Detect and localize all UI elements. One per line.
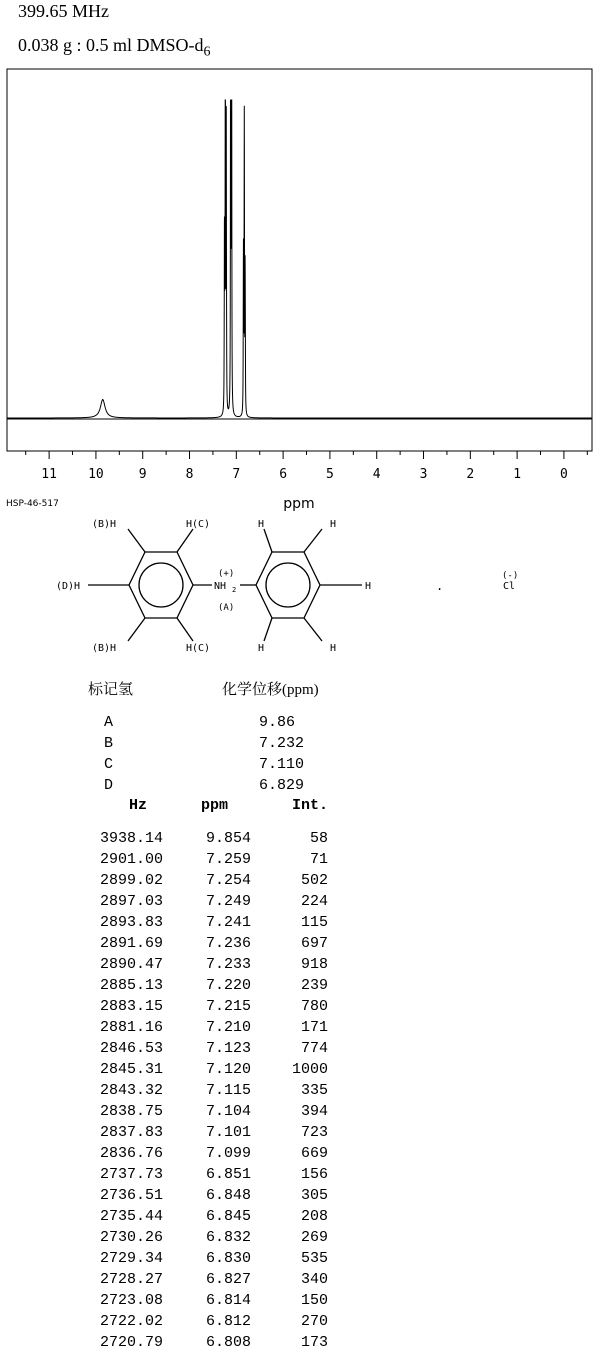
peak-int: 150 (300, 1292, 328, 1309)
ring-left (88, 529, 256, 641)
x-tick-label: 6 (279, 467, 288, 482)
dot-separator: . (436, 579, 444, 593)
peak-row (0, 956, 400, 977)
peak-row (0, 1229, 400, 1250)
label-h-4: H (258, 643, 265, 654)
x-tick-label: 11 (41, 467, 57, 482)
x-axis-ticks (26, 451, 588, 459)
peak-int: 669 (300, 1145, 328, 1162)
peak-ppm: 6.830 (205, 1250, 251, 1267)
sample-subscript: 6 (203, 44, 211, 60)
sample-text: 0.038 g : 0.5 ml DMSO-d (18, 35, 204, 55)
peak-row (0, 1334, 400, 1355)
peak-hz: 2881.16 (99, 1019, 163, 1036)
label-h-3: H (365, 581, 372, 592)
peak-int: 780 (300, 998, 328, 1015)
peak-row (0, 1271, 400, 1292)
label-d: (D)H (56, 581, 81, 592)
peak-int: 535 (300, 1250, 328, 1267)
peak-int: 723 (300, 1124, 328, 1141)
peak-row (0, 851, 400, 872)
peak-hz: 2845.31 (99, 1061, 163, 1078)
peak-int: 502 (300, 872, 328, 889)
label-minus: (-) (502, 571, 519, 581)
peak-ppm: 7.259 (205, 851, 251, 868)
peak-int: 1000 (291, 1061, 328, 1078)
peak-ppm: 6.808 (205, 1334, 251, 1351)
label-nh-sub: 2 (232, 586, 237, 594)
label-h-5: H (330, 643, 337, 654)
peak-row (0, 1187, 400, 1208)
x-tick-label: 7 (232, 467, 241, 482)
label-h-2: H (330, 519, 337, 530)
peak-int: 71 (309, 851, 328, 868)
structure-code: HSP-46-517 (6, 499, 59, 509)
x-tick-label: 3 (419, 467, 428, 482)
peak-row (0, 1061, 400, 1082)
peak-hz: 2736.51 (99, 1187, 163, 1204)
x-tick-label: 4 (372, 467, 381, 482)
peak-hz: 3938.14 (99, 830, 163, 847)
x-tick-label: 2 (466, 467, 475, 482)
nmr-spectrum-chart (0, 60, 595, 520)
peak-hz: 2720.79 (99, 1334, 163, 1351)
peak-row (0, 893, 400, 914)
peak-int: 156 (300, 1166, 328, 1183)
spectrometer-frequency: 399.65 MHz (18, 1, 109, 21)
peak-ppm: 7.210 (205, 1019, 251, 1036)
peak-ppm: 7.101 (205, 1124, 251, 1141)
peak-row (0, 977, 400, 998)
header-hz: Hz (129, 797, 148, 814)
peak-int: 270 (300, 1313, 328, 1330)
peak-row (0, 1103, 400, 1124)
peak-row (0, 1208, 400, 1229)
peak-ppm: 7.241 (205, 914, 251, 931)
assignment-col-shift: 化学位移(ppm) (222, 682, 319, 698)
peak-hz: 2735.44 (99, 1208, 163, 1225)
peak-hz: 2846.53 (99, 1040, 163, 1057)
x-tick-label: 1 (513, 467, 522, 482)
peak-int: 269 (300, 1229, 328, 1246)
peak-int: 171 (300, 1019, 328, 1036)
x-tick-label: 8 (185, 467, 194, 482)
label-cl: Cl (503, 581, 516, 592)
peak-int: 394 (300, 1103, 328, 1120)
peak-hz: 2837.83 (99, 1124, 163, 1141)
label-c-bottom: H(C) (186, 643, 211, 654)
peak-hz: 2730.26 (99, 1229, 163, 1246)
x-axis-label: ppm (283, 496, 315, 512)
peak-ppm: 7.104 (205, 1103, 251, 1120)
label-nh: NH (214, 581, 227, 592)
peak-ppm: 6.814 (205, 1292, 251, 1309)
peak-ppm: 7.215 (205, 998, 251, 1015)
x-tick-label: 0 (560, 467, 568, 482)
peak-ppm: 6.851 (205, 1166, 251, 1183)
peak-row (0, 1145, 400, 1166)
peak-int: 224 (300, 893, 328, 910)
peak-row (0, 1313, 400, 1334)
peak-row (0, 872, 400, 893)
peak-row (0, 1019, 400, 1040)
molecule-structure (40, 510, 540, 660)
peak-row (0, 1166, 400, 1187)
x-tick-label: 9 (138, 467, 147, 482)
peak-ppm: 6.845 (205, 1208, 251, 1225)
peak-int: 774 (300, 1040, 328, 1057)
label-b-bottom: (B)H (92, 643, 117, 654)
peak-ppm: 7.254 (205, 872, 251, 889)
peak-int: 697 (300, 935, 328, 952)
peak-row (0, 1082, 400, 1103)
peak-ppm: 7.249 (205, 893, 251, 910)
peak-int: 340 (300, 1271, 328, 1288)
peak-ppm: 7.233 (205, 956, 251, 973)
peak-ppm: 6.832 (205, 1229, 251, 1246)
peak-int: 208 (300, 1208, 328, 1225)
peak-int: 918 (300, 956, 328, 973)
peak-hz: 2722.02 (99, 1313, 163, 1330)
peak-hz: 2901.00 (99, 851, 163, 868)
peak-row (0, 1124, 400, 1145)
spectrum-trace (7, 100, 592, 418)
peak-hz: 2737.73 (99, 1166, 163, 1183)
ring-right (256, 529, 362, 641)
peak-int: 115 (300, 914, 328, 931)
x-tick-label: 5 (326, 467, 334, 482)
peak-row (0, 1250, 400, 1271)
peak-row (0, 914, 400, 935)
peak-ppm: 7.099 (205, 1145, 251, 1162)
assignment-col-label: 标记氢 (88, 682, 134, 698)
x-tick-label: 10 (88, 467, 104, 482)
peak-hz: 2891.69 (99, 935, 163, 952)
peak-hz: 2729.34 (99, 1250, 163, 1267)
peak-hz: 2893.83 (99, 914, 163, 931)
peak-ppm: 9.854 (205, 830, 251, 847)
peak-int: 335 (300, 1082, 328, 1099)
peak-hz: 2843.32 (99, 1082, 163, 1099)
peak-ppm: 6.827 (205, 1271, 251, 1288)
peak-ppm: 7.120 (205, 1061, 251, 1078)
label-plus: (+) (218, 569, 235, 579)
header-ppm: ppm (201, 797, 229, 814)
peak-hz: 2883.15 (99, 998, 163, 1015)
peak-int: 173 (300, 1334, 328, 1351)
peak-hz: 2899.02 (99, 872, 163, 889)
peak-hz: 2723.08 (99, 1292, 163, 1309)
header-int: Int. (292, 797, 329, 814)
label-h-1: H (258, 519, 265, 530)
peak-ppm: 7.115 (205, 1082, 251, 1099)
peak-int: 305 (300, 1187, 328, 1204)
peak-ppm: 7.123 (205, 1040, 251, 1057)
peak-hz: 2897.03 (99, 893, 163, 910)
peak-int: 58 (309, 830, 328, 847)
peak-int: 239 (300, 977, 328, 994)
peak-ppm: 6.848 (205, 1187, 251, 1204)
peak-ppm: 6.812 (205, 1313, 251, 1330)
label-a: (A) (218, 603, 235, 613)
peak-row (0, 830, 400, 851)
label-b-top: (B)H (92, 519, 117, 530)
peak-ppm: 7.236 (205, 935, 251, 952)
peak-hz: 2890.47 (99, 956, 163, 973)
peak-hz: 2885.13 (99, 977, 163, 994)
label-c-top: H(C) (186, 519, 211, 530)
peak-hz: 2728.27 (99, 1271, 163, 1288)
peak-row (0, 935, 400, 956)
peak-row (0, 998, 400, 1019)
peak-hz: 2838.75 (99, 1103, 163, 1120)
peak-row (0, 1040, 400, 1061)
plot-frame (7, 69, 592, 451)
peak-ppm: 7.220 (205, 977, 251, 994)
x-axis-tick-labels (41, 467, 568, 482)
peak-hz: 2836.76 (99, 1145, 163, 1162)
peak-row (0, 1292, 400, 1313)
